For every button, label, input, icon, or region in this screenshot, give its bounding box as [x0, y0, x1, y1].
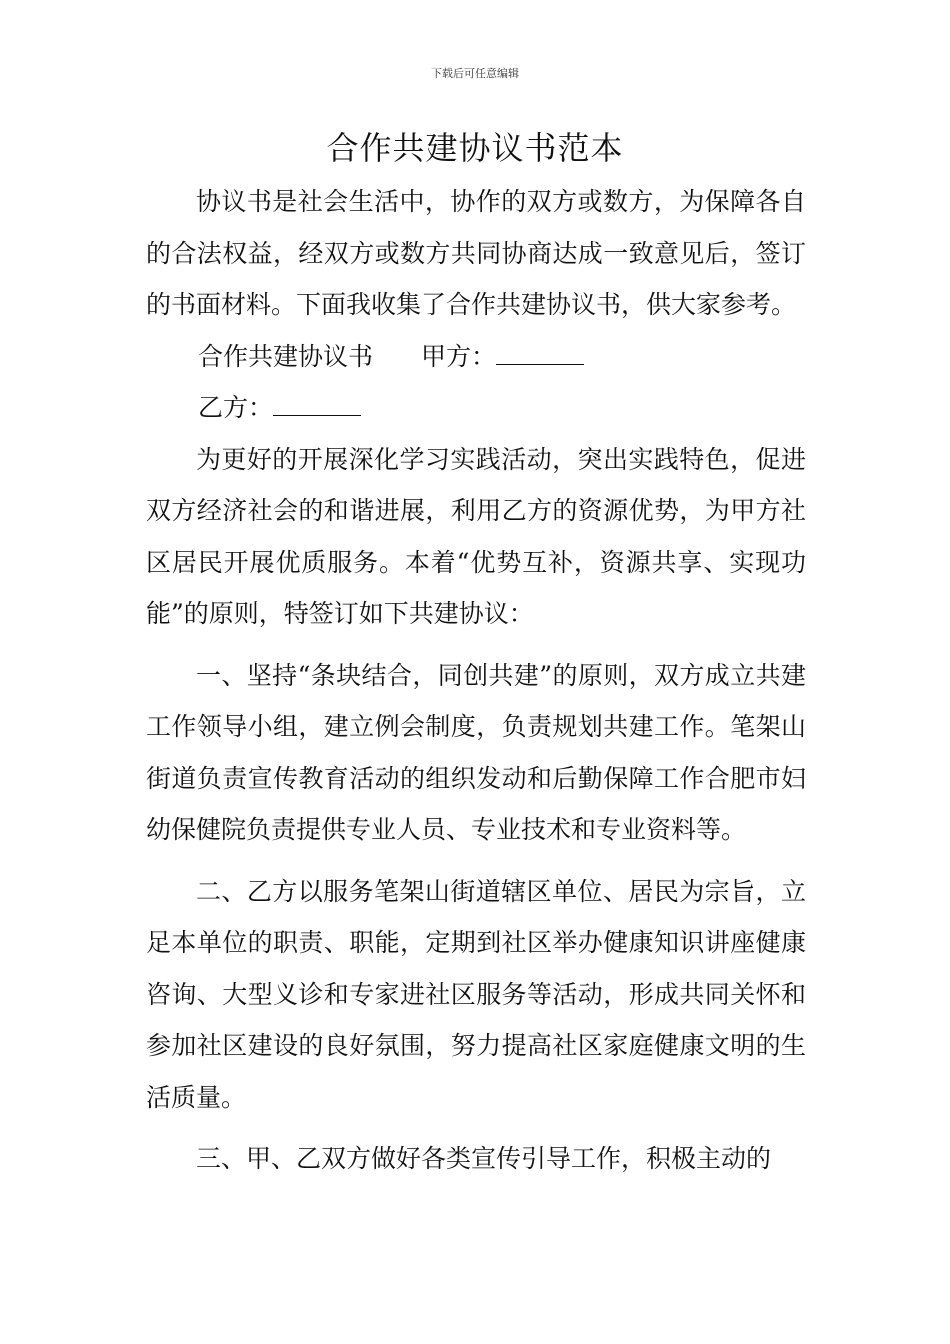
party-a-label: 甲方：: [421, 341, 497, 371]
agreement-name: 合作共建协议书: [198, 341, 374, 371]
document-title: 合作共建协议书范本: [326, 129, 624, 167]
header-note: 下载后可任意编辑: [431, 67, 519, 80]
party-a-blank[interactable]: [496, 344, 584, 365]
paragraph-gap: [146, 640, 806, 650]
document-body: [146, 176, 806, 1185]
purpose-paragraph: 为更好的开展深化学习实践活动，突出实践特色，促进双方经济社会的和谐进展，利用乙方的资源优势，为甲方社区居民开展优质服务。本着“优势互补，资源共享、实现功能”的原则，特签订如下共建协议：: [146, 444, 806, 628]
clause-1-paragraph: 一、坚持“条块结合，同创共建”的原则，双方成立共建工作领导小组，建立例会制度，负责规划共建工作。笔架山街道负责宣传教育活动的组织发动和后勤保障工作合肥市妇幼保健院负责提供专业人员、专业技术和专业资料等。: [146, 660, 806, 844]
clause-3-paragraph: 三、甲、乙双方做好各类宣传引导工作，积极主动的: [196, 1144, 772, 1173]
paragraph-gap: [146, 1123, 806, 1133]
party-a-line: [146, 331, 806, 383]
party-b-line: [146, 382, 806, 434]
paragraph-gap: [146, 856, 806, 866]
party-b-blank[interactable]: [273, 395, 361, 416]
intro-paragraph: 协议书是社会生活中，协作的双方或数方，为保障各自的合法权益，经双方或数方共同协商达成一致意见后，签订的书面材料。下面我收集了合作共建协议书，供大家参考。: [146, 187, 806, 319]
clause-2-paragraph: 二、乙方以服务笔架山街道辖区单位、居民为宗旨，立足本单位的职责、职能，定期到社区举办健康知识讲座健康咨询、大型义诊和专家进社区服务等活动，形成共同关怀和参加社区建设的良好氛围，努力提高社区家庭健康文明的生活质量。: [146, 876, 806, 1112]
party-b-label: 乙方：: [198, 393, 274, 422]
